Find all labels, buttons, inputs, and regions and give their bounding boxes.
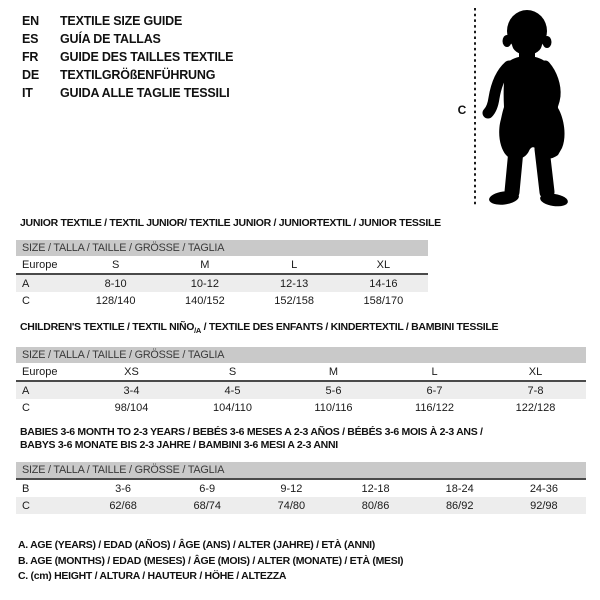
value-cell: 152/158 bbox=[274, 294, 314, 307]
footnote-age-months: B. AGE (MONTHS) / EDAD (MESES) / ÂGE (MOIS) / ALTER (MONATE) / ETÀ (MESI) bbox=[18, 554, 404, 567]
value-cell: 24-36 bbox=[529, 482, 558, 495]
junior-table-title: JUNIOR TEXTILE / TEXTIL JUNIOR/ TEXTILE JUNIOR / JUNIORTEXTIL / JUNIOR TESSILE bbox=[20, 217, 441, 229]
babies-textile-section bbox=[16, 426, 586, 514]
footnote-age-years: A. AGE (YEARS) / EDAD (AÑOS) / ÂGE (ANS) / ALTER (JAHRE) / ETÀ (ANNI) bbox=[18, 539, 375, 551]
value-cell: 92/98 bbox=[502, 497, 586, 514]
childrens-textile-section bbox=[16, 322, 586, 416]
value-cell: 116/122 bbox=[415, 401, 454, 414]
value-cell: 128/140 bbox=[95, 294, 136, 307]
value-cell: 4-5 bbox=[182, 381, 283, 399]
value-cell: 98/104 bbox=[114, 401, 149, 414]
size-cell: L bbox=[250, 256, 339, 274]
title-line-1: BABIES 3-6 MONTH TO 2-3 YEARS / BEBÉS 3-6 MESES A 2-3 AÑOS / BÉBÉS 3-6 MOIS À 2-3 ANS / bbox=[20, 426, 483, 438]
table-row-height bbox=[16, 292, 428, 309]
row-label: B bbox=[22, 482, 30, 495]
childrens-size-table bbox=[16, 363, 586, 416]
row-label: A bbox=[16, 274, 71, 292]
size-header-bar: SIZE / TALLA / TAILLE / GRÖSSE / TAGLIA bbox=[16, 240, 428, 256]
table-row-height bbox=[16, 399, 586, 416]
language-row-es bbox=[22, 30, 233, 48]
language-code: FR bbox=[22, 50, 39, 64]
language-title: GUIDA ALLE TAGLIE TESSILI bbox=[60, 86, 230, 100]
baby-figure-graphic bbox=[450, 0, 600, 215]
title-part: CHILDREN'S TEXTILE / TEXTIL NIÑO bbox=[20, 321, 195, 333]
value-cell: 3-4 bbox=[81, 381, 182, 399]
height-measure-label: C bbox=[457, 103, 467, 117]
table-row-height bbox=[16, 497, 586, 514]
size-cell: S bbox=[71, 256, 160, 274]
babies-table-title bbox=[20, 426, 586, 452]
language-code: ES bbox=[22, 32, 39, 46]
row-label: Europe bbox=[16, 363, 81, 381]
table-row-age-months bbox=[16, 480, 586, 497]
size-cell: XL bbox=[339, 256, 428, 274]
language-title: TEXTILE SIZE GUIDE bbox=[60, 14, 183, 28]
legend-footnotes bbox=[18, 538, 403, 585]
language-row-en bbox=[22, 12, 233, 30]
value-cell: 110/116 bbox=[314, 401, 353, 414]
language-row-it bbox=[22, 84, 233, 102]
value-cell: 158/170 bbox=[363, 294, 404, 307]
value-cell: 6-7 bbox=[384, 381, 485, 399]
language-title-list bbox=[22, 12, 233, 102]
value-cell: 18-24 bbox=[445, 482, 474, 495]
value-cell: 8-10 bbox=[71, 274, 160, 292]
value-cell: 68/74 bbox=[165, 497, 249, 514]
language-title: GUÍA DE TALLAS bbox=[60, 32, 161, 46]
value-cell: 122/128 bbox=[515, 401, 556, 414]
table-row-age bbox=[16, 381, 586, 399]
language-title: GUIDE DES TAILLES TEXTILE bbox=[60, 50, 234, 64]
language-code: IT bbox=[22, 86, 33, 100]
row-label: C bbox=[22, 401, 30, 414]
baby-silhouette-icon bbox=[488, 10, 569, 208]
value-cell: 6-9 bbox=[199, 482, 216, 495]
value-cell: 12-13 bbox=[250, 274, 339, 292]
row-label: A bbox=[16, 381, 81, 399]
junior-textile-section bbox=[16, 217, 441, 309]
value-cell: 10-12 bbox=[160, 274, 249, 292]
value-cell: 74/80 bbox=[249, 497, 333, 514]
value-cell: 62/68 bbox=[81, 497, 165, 514]
size-cell: L bbox=[384, 363, 485, 381]
table-row-europe bbox=[16, 256, 428, 274]
size-header-bar: SIZE / TALLA / TAILLE / GRÖSSE / TAGLIA bbox=[16, 462, 586, 480]
value-cell: 12-18 bbox=[361, 482, 390, 495]
row-label: C bbox=[16, 497, 81, 514]
title-part: / TEXTILE DES ENFANTS / KINDERTEXTIL / BAMBINI TESSILE bbox=[201, 321, 499, 333]
language-code: DE bbox=[22, 68, 39, 82]
value-cell: 7-8 bbox=[485, 381, 586, 399]
value-cell: 104/110 bbox=[213, 401, 252, 414]
size-cell: XL bbox=[485, 363, 586, 381]
value-cell: 80/86 bbox=[333, 497, 417, 514]
value-cell: 9-12 bbox=[280, 482, 303, 495]
value-cell: 5-6 bbox=[283, 381, 384, 399]
table-row-age bbox=[16, 274, 428, 292]
childrens-table-title bbox=[20, 322, 586, 336]
title-line-2: BABYS 3-6 MONATE BIS 2-3 JAHRE / BAMBINI 3-6 MESI A 2-3 ANNI bbox=[20, 439, 338, 451]
value-cell: 3-6 bbox=[115, 482, 132, 495]
size-cell: XS bbox=[81, 363, 182, 381]
junior-size-table bbox=[16, 256, 428, 309]
size-header-bar: SIZE / TALLA / TAILLE / GRÖSSE / TAGLIA bbox=[16, 347, 586, 363]
value-cell: 140/152 bbox=[184, 294, 225, 307]
size-cell: S bbox=[182, 363, 283, 381]
row-label: Europe bbox=[16, 256, 71, 274]
language-title: TEXTILGRÖßENFÜHRUNG bbox=[60, 68, 216, 82]
language-row-fr bbox=[22, 48, 233, 66]
language-row-de bbox=[22, 66, 233, 84]
value-cell: 86/92 bbox=[418, 497, 502, 514]
baby-height-figure bbox=[450, 0, 600, 215]
babies-size-table bbox=[16, 480, 586, 514]
title-subscript: /A bbox=[194, 326, 202, 336]
row-label: C bbox=[22, 294, 30, 307]
size-cell: M bbox=[160, 256, 249, 274]
language-code: EN bbox=[22, 14, 39, 28]
value-cell: 14-16 bbox=[339, 274, 428, 292]
footnote-height: C. (cm) HEIGHT / ALTURA / HAUTEUR / HÖHE / ALTEZZA bbox=[18, 570, 287, 582]
size-cell: M bbox=[283, 363, 384, 381]
table-row-europe bbox=[16, 363, 586, 381]
